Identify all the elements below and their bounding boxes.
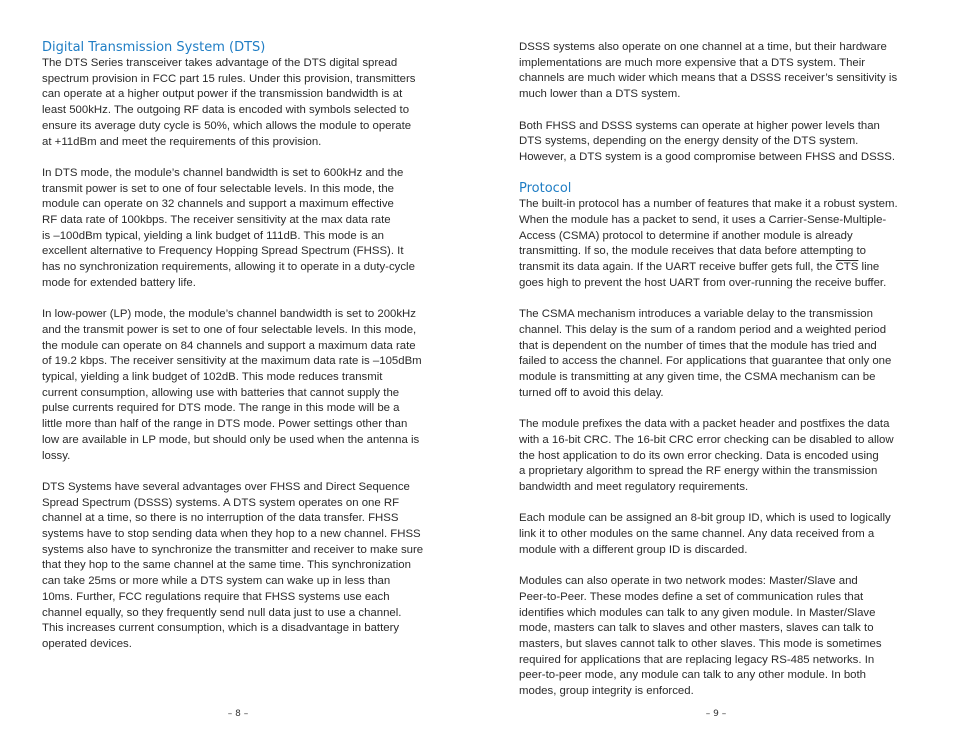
paragraph: Each module can be assigned an 8-bit group ID, which is used to logically link it to other modules on the same channel. Any data received from a module with a different group ID is discarded. — [519, 512, 891, 556]
paragraph: In low-power (LP) mode, the module’s channel bandwidth is set to 200kHz and the transmit power is set to one of four selectable levels. In this mode, the module can operate on 84 channels and support a maximum data rate of 19.2 kbps. The receiver sensitivity at the maximum data rate is –105dBm typical, yielding a link budget of 102dB. This mode reduces transmit current consumption, allowing use with batteries that cannot supply the pulse currents required for DTS mode. The range in this mode will be a little more than half of the range in DTS mode. Power settings other than low are available in LP mode, but should only be used when the antenna is lossy. — [42, 308, 422, 462]
page-number-left: – 8 – — [227, 709, 249, 719]
paragraph: DTS Systems have several advantages over FHSS and Direct Sequence Spread Spectrum (DSSS) systems. A DTS system operates on one RF channel at a time, so there is no interruption of the data transfer. FHSS systems have to stop sending data when they hop to a new channel. FHSS systems also have to synchronize the transmitter and receiver to make sure that they hop to the same channel at the same time. This synchronization can take 25ms or more while a DTS system can wake up in less than 10ms. Further, FCC regulations require that FHSS systems use each channel equally, so they frequently send null data just to use a channel. This increases current consumption, which is a disadvantage in battery operated devices. — [42, 480, 424, 650]
paragraph: Modules can also operate in two network modes: Master/Slave and Peer-to-Peer. These modes define a set of communication rules that identifies which modules can talk to any given module. In Master/Slave mode, masters can talk to slaves and other masters, slaves can talk to masters, but slaves cannot talk to other slaves. This mode is sometimes required for applications that are replacing legacy RS-485 networks. In peer-to-peer mode, any module can talk to any other module. In both modes, group integrity is enforced. — [519, 575, 882, 698]
paragraph — [519, 197, 911, 291]
paragraph-text: The built-in protocol has a number of features that make it a robust system. When the module has a packet to send, it uses a Carrier-Sense-Multiple- Access (CSMA) protocol to determine if another module is already transmitting. If so, the module receives that data before attempting to transmit its data again. If the UART receive buffer gets full, the — [519, 198, 898, 274]
paragraph: The CSMA mechanism introduces a variable delay to the transmission channel. This delay is the sum of a random period and a weighted period that is dependent on the number of times that the module has tried and failed to access the channel. For applications that guarantee that only one module is transmitting at any given time, the CSMA mechanism can be turned off to avoid this delay. — [519, 308, 892, 399]
right-page — [519, 40, 911, 715]
paragraph: The module prefixes the data with a packet header and postfixes the data with a 16-bit CRC. The 16-bit CRC error checking can be disabled to allow the host application to do its own error checking. Data is encoded using a proprietary algorithm to spread the RF energy within the transmission bandwidth and meet regulatory requirements. — [519, 418, 894, 493]
section-heading-dts: Digital Transmission System (DTS) — [42, 40, 266, 55]
paragraph: The DTS Series transceiver takes advantage of the DTS digital spread spectrum provision in FCC part 15 rules. Under this provision, transmitters can operate at a higher output power if the transmission bandwidth is at least 500kHz. The outgoing RF data is encoded with symbols selected to ensure its average duty cycle is 50%, which allows the module to operate at +11dBm and meet the requirements of this provision. — [42, 57, 416, 148]
page-number-right: – 9 – — [705, 709, 727, 719]
left-page — [42, 40, 436, 668]
paragraph-text: line goes high to prevent the host UART from over-running the receive buffer. — [519, 261, 887, 289]
paragraph: Both FHSS and DSSS systems can operate at higher power levels than DTS systems, depending on the energy density of the DTS system. However, a DTS system is a good compromise between FHSS and DSSS. — [519, 119, 896, 163]
paragraph: In DTS mode, the module’s channel bandwidth is set to 600kHz and the transmit power is set to one of four selectable levels. In this mode, the module can operate on 32 channels and support a maximum effective RF data rate of 100kbps. The receiver sensitivity at the max data rate is –100dBm typical, yielding a link budget of 111dB. This mode is an excellent alternative to Frequency Hopping Spread Spectrum (FHSS). It has no synchronization requirements, allowing it to operate in a duty-cycle mode for extended battery life. — [42, 166, 415, 289]
section-heading-protocol: Protocol — [519, 181, 572, 197]
cts-signal-label: $\overline{CTS}$ — [835, 261, 859, 274]
paragraph: DSSS systems also operate on one channel at a time, but their hardware implementations are much more expensive that a DTS system. Their channels are much wider which means that a DSSS receiver’s sensitivity is much lower than a DTS system. — [519, 41, 898, 101]
